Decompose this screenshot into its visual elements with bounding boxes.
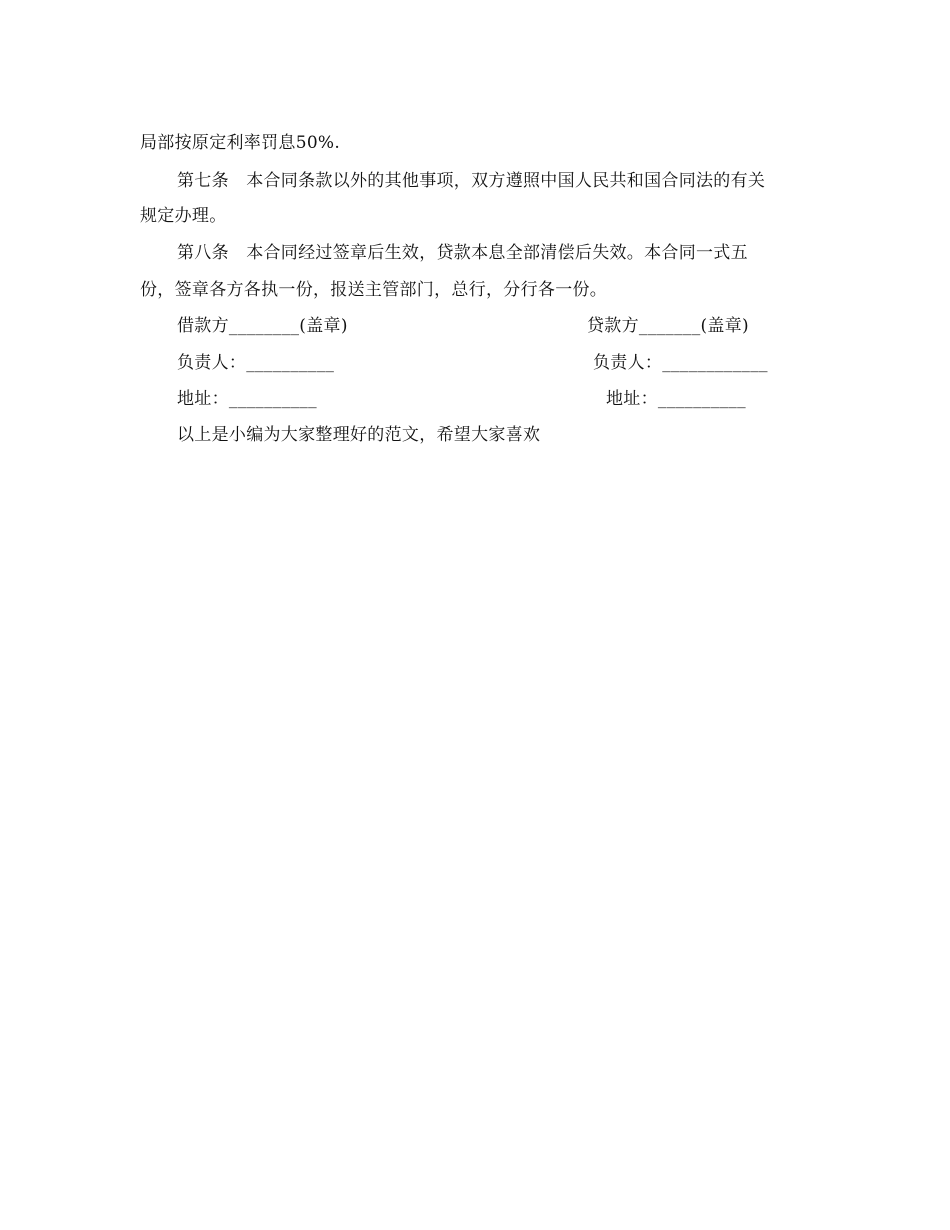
closing-line: 以上是小编为大家整理好的范文，希望大家喜欢 <box>177 425 541 445</box>
article-seven-line-1: 第七条 本合同条款以外的其他事项，双方遵照中国人民共和国合同法的有关 <box>177 171 766 191</box>
borrower-address-line: 地址：__________ <box>177 389 317 409</box>
lender-signature-line: 贷款方_______(盖章) <box>587 316 749 336</box>
article-seven-line-2: 规定办理。 <box>140 206 227 226</box>
borrower-person-line: 负责人：__________ <box>177 353 335 373</box>
article-eight-line-1: 第八条 本合同经过签章后生效，贷款本息全部清偿后失效。本合同一式五 <box>177 243 748 263</box>
paragraph-line-penalty: 局部按原定利率罚息50%. <box>140 133 341 153</box>
lender-address-line: 地址：__________ <box>606 389 746 409</box>
lender-person-line: 负责人：____________ <box>593 353 768 373</box>
article-eight-line-2: 份，签章各方各执一份，报送主管部门，总行，分行各一份。 <box>140 280 608 300</box>
borrower-signature-line: 借款方________(盖章) <box>177 316 348 336</box>
